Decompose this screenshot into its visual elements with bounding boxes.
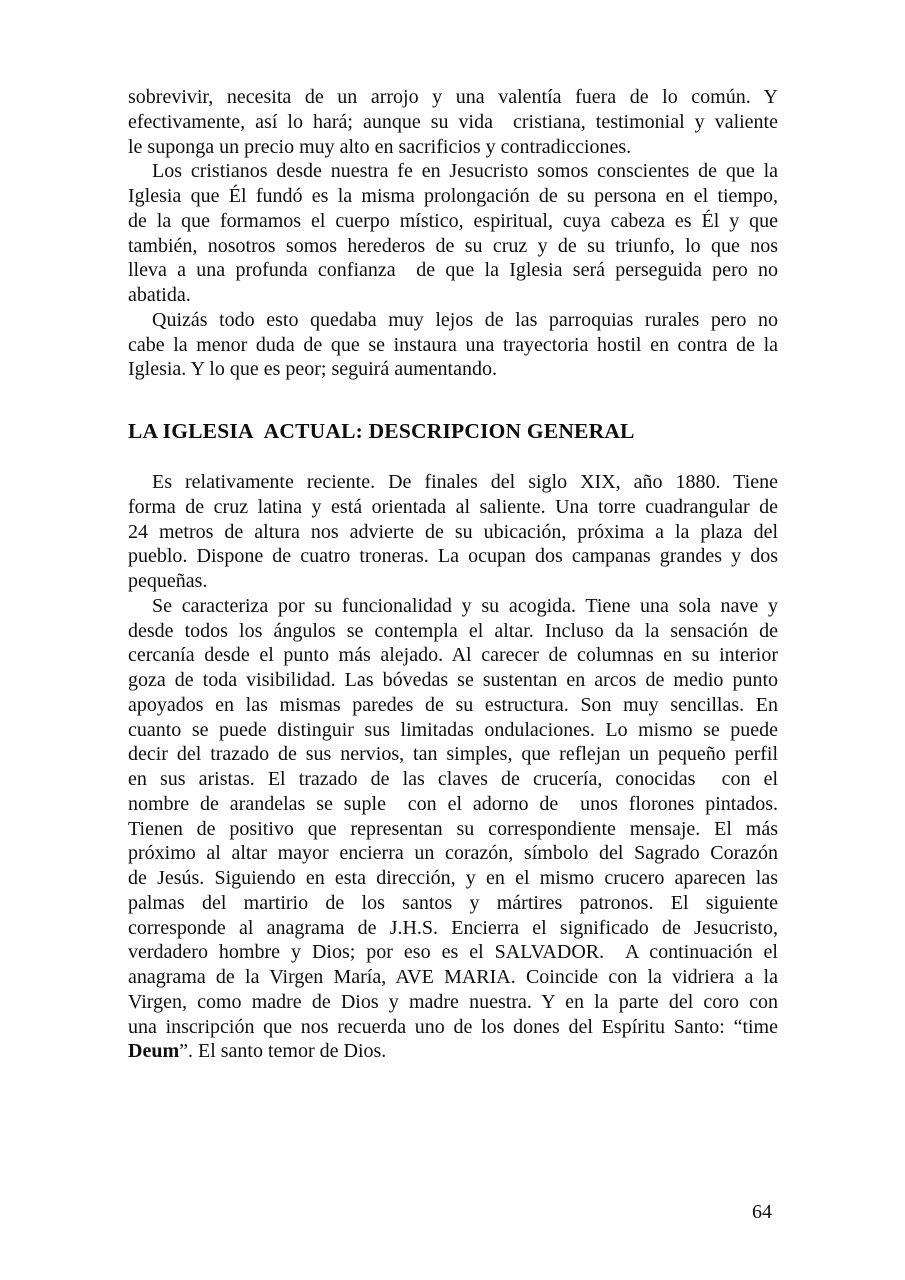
text-line: una inscripción que nos recuerda uno de los dones del Espíritu Santo: “time bbox=[128, 1015, 778, 1038]
text-line: Quizás todo esto quedaba muy lejos de las parroquias rurales pero no bbox=[152, 308, 778, 331]
text-line: pueblo. Dispone de cuatro troneras. La ocupan dos campanas grandes y dos bbox=[128, 545, 778, 568]
section-heading: LA IGLESIA ACTUAL: DESCRIPCION GENERAL bbox=[128, 419, 635, 443]
paragraph bbox=[128, 594, 778, 1064]
text-line: sobrevivir, necesita de un arrojo y una valentía fuera de lo común. Y bbox=[128, 86, 778, 108]
text-line: Es relativamente reciente. De finales del siglo XIX, año 1880. Tiene bbox=[152, 471, 778, 493]
text-line: de la que formamos el cuerpo místico, espiritual, cuya cabeza es Él y que bbox=[128, 209, 778, 232]
paragraph bbox=[128, 308, 778, 382]
paragraph bbox=[128, 470, 778, 594]
text-line: corresponde al anagrama de J.H.S. Encierra el significado de Jesucristo, bbox=[128, 916, 778, 939]
text-line: efectivamente, así lo hará; aunque su vida cristiana, testimonial y valiente bbox=[128, 110, 778, 133]
page-number: 64 bbox=[752, 1201, 772, 1223]
text-line: Deum”. El santo temor de Dios. bbox=[128, 1040, 387, 1063]
text-line: apoyados en las mismas paredes de su estructura. Son muy sencillas. En bbox=[128, 693, 778, 716]
text-line: cuanto se puede distinguir sus limitadas ondulaciones. Lo mismo se puede bbox=[128, 718, 778, 741]
text-block bbox=[128, 85, 778, 1064]
text-line: anagrama de la Virgen María, AVE MARIA. Coincide con la vidriera a la bbox=[128, 966, 778, 988]
text-line: desde todos los ángulos se contempla el altar. Incluso da la sensación de bbox=[128, 619, 778, 642]
text-line: próximo al altar mayor encierra un corazón, símbolo del Sagrado Corazón bbox=[128, 842, 778, 865]
text-line: también, nosotros somos herederos de su cruz y de su triunfo, lo que nos bbox=[128, 234, 778, 257]
text-line: Los cristianos desde nuestra fe en Jesucristo somos conscientes de que la bbox=[152, 160, 778, 183]
text-line: abatida. bbox=[128, 284, 191, 306]
text-line: pequeñas. bbox=[128, 570, 208, 592]
text-line: de Jesús. Siguiendo en esta dirección, y en el mismo crucero aparecen las bbox=[128, 867, 778, 889]
text-line: lleva a una profunda confianza de que la Iglesia será perseguida pero no bbox=[128, 259, 778, 282]
text-line: Iglesia que Él fundó es la misma prolongación de su persona en el tiempo, bbox=[128, 185, 778, 207]
text-line: cabe la menor duda de que se instaura una trayectoria hostil en contra de la bbox=[128, 333, 778, 356]
text-line: palmas del martirio de los santos y mártires patronos. El siguiente bbox=[128, 891, 778, 914]
text-line: Se caracteriza por su funcionalidad y su acogida. Tiene una sola nave y bbox=[152, 594, 778, 617]
text-line: cercanía desde el punto más alejado. Al carecer de columnas en su interior bbox=[128, 644, 778, 667]
text-line: goza de toda visibilidad. Las bóvedas se sustentan en arcos de medio punto bbox=[128, 669, 778, 691]
text-line: verdadero hombre y Dios; por eso es el SALVADOR. A continuación el bbox=[128, 941, 778, 964]
text-line: nombre de arandelas se suple con el adorno de unos florones pintados. bbox=[128, 792, 778, 815]
text-line: Virgen, como madre de Dios y madre nuestra. Y en la parte del coro con bbox=[128, 990, 778, 1013]
text-line: le suponga un precio muy alto en sacrificios y contradicciones. bbox=[128, 135, 632, 158]
text-line: Tienen de positivo que representan su correspondiente mensaje. El más bbox=[128, 817, 778, 840]
text-line: decir del trazado de sus nervios, tan simples, que reflejan un pequeño perfil bbox=[128, 743, 778, 766]
text-line: en sus aristas. El trazado de las claves de crucería, conocidas con el bbox=[128, 768, 778, 790]
paragraph bbox=[128, 85, 778, 159]
text-line: 24 metros de altura nos advierte de su ubicación, próxima a la plaza del bbox=[128, 520, 778, 543]
text-line: Iglesia. Y lo que es peor; seguirá aumentando. bbox=[128, 358, 497, 381]
paragraph bbox=[128, 159, 778, 308]
text-line: forma de cruz latina y está orientada al saliente. Una torre cuadrangular de bbox=[128, 495, 778, 518]
